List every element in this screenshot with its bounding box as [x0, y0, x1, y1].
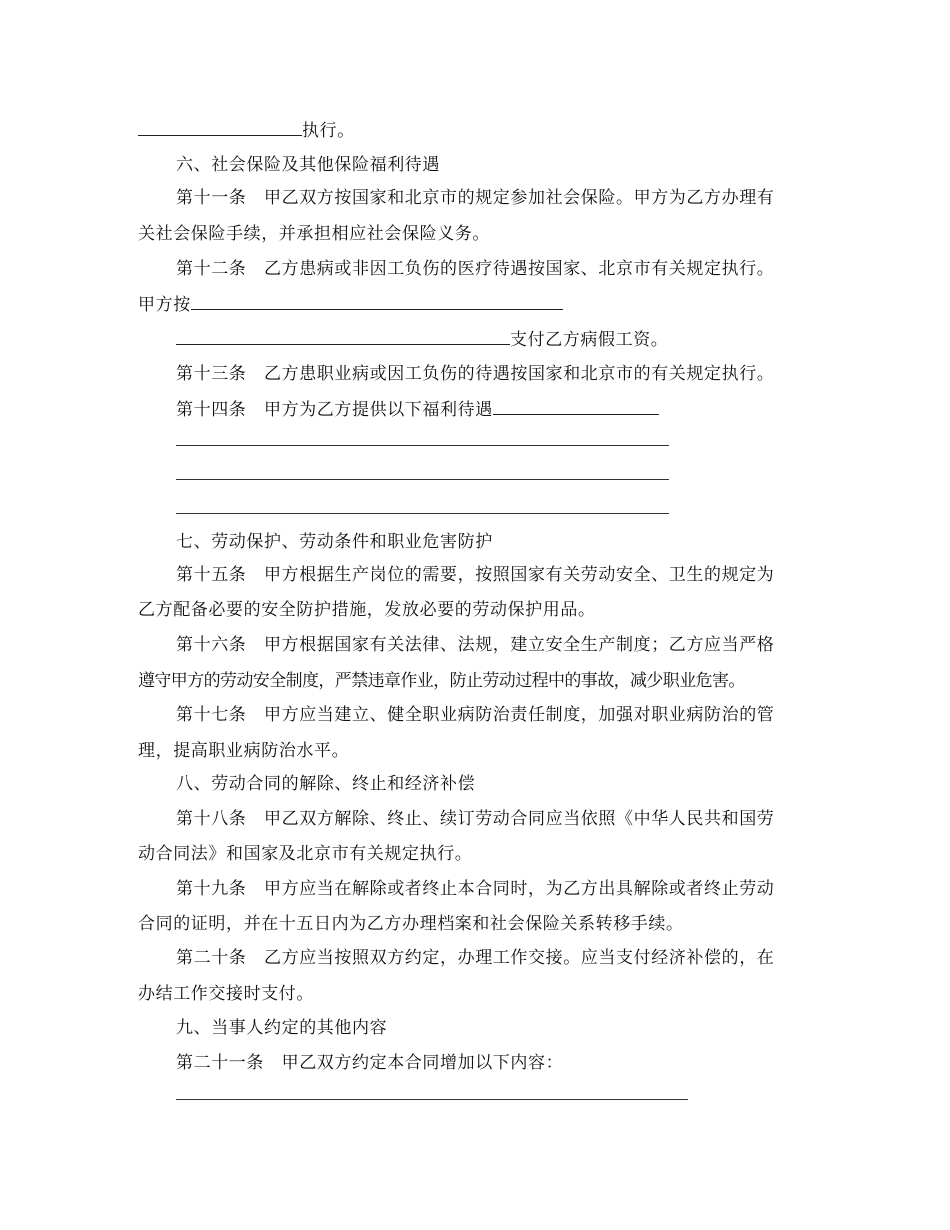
- article-text: 第十五条 甲方根据生产岗位的需要，按照国家有关劳动安全、卫生的规定为: [176, 565, 775, 585]
- article-text: 第十二条 乙方患病或非因工负伤的医疗待遇按国家、北京市有关规定执行。: [176, 259, 775, 279]
- article-16-line-2: [138, 669, 745, 693]
- article-text: 第十九条 甲方应当在解除或者终止本合同时，为乙方出具解除或者终止劳动: [176, 879, 775, 899]
- text-segment: 执行。: [302, 121, 355, 141]
- article-text: 第二十条 乙方应当按照双方约定，办理工作交接。应当支付经济补偿的，在: [176, 948, 775, 968]
- section-heading-six: [176, 153, 440, 177]
- article-text: 遵守甲方的劳动安全制度，严禁违章作业，防止劳动过程中的事故，减少职业危害。: [138, 671, 745, 691]
- article-text: 第十四条 甲方为乙方提供以下福利待遇: [176, 400, 493, 420]
- article-19-line-1: [176, 877, 774, 901]
- section-title: 八、劳动合同的解除、终止和经济补偿: [176, 774, 476, 794]
- article-17-line-1: [176, 703, 774, 727]
- article-16-line-1: [176, 633, 774, 657]
- fill-in-blank: [493, 397, 659, 415]
- article-11-line-1: [176, 186, 774, 210]
- article-text: 合同的证明，并在十五日内为乙方办理档案和社会保险关系转移手续。: [138, 914, 684, 934]
- blank-fill-line: [176, 445, 669, 446]
- article-19-line-2: [138, 912, 684, 936]
- article-text: 第十八条 甲乙双方解除、终止、续订劳动合同应当依照《中华人民共和国劳: [176, 809, 775, 829]
- article-15-line-1: [176, 563, 774, 587]
- article-text: 第十三条 乙方患职业病或因工负伤的待遇按国家和北京市的有关规定执行。: [176, 364, 775, 384]
- section-title: 六、社会保险及其他保险福利待遇: [176, 155, 440, 175]
- article-12-line-2: [138, 292, 563, 317]
- article-20-line-2: [138, 982, 314, 1006]
- article-18-line-1: [176, 807, 774, 831]
- article-12-line-1: [176, 257, 774, 281]
- article-21-line: [176, 1051, 563, 1075]
- section-heading-nine: [176, 1016, 387, 1040]
- article-text: 支付乙方病假工资。: [510, 330, 669, 350]
- article-17-line-2: [138, 739, 349, 763]
- article-text: 办结工作交接时支付。: [138, 984, 314, 1004]
- article-text: 甲方按: [138, 295, 191, 315]
- blank-fill-line: [176, 513, 669, 514]
- article-text: 理，提高职业病防治水平。: [138, 741, 350, 761]
- fill-in-blank: [138, 118, 302, 136]
- article-text: 乙方配备必要的安全防护措施，发放必要的劳动保护用品。: [138, 600, 596, 620]
- article-text: 关社会保险手续，并承担相应社会保险义务。: [138, 224, 490, 244]
- article-20-line-1: [176, 946, 774, 970]
- article-12-line-3: [176, 327, 668, 352]
- blank-fill-line: [176, 1099, 688, 1100]
- article-15-line-2: [138, 598, 596, 622]
- continuation-line: [138, 118, 355, 143]
- article-text: 第二十一条 甲乙双方约定本合同增加以下内容：: [176, 1053, 564, 1073]
- section-heading-seven: [176, 530, 493, 554]
- blank-fill-line: [176, 479, 669, 480]
- section-title: 九、当事人约定的其他内容: [176, 1018, 388, 1038]
- article-14-line: [176, 397, 659, 422]
- article-text: 第十六条 甲方根据国家有关法律、法规，建立安全生产制度；乙方应当严格: [176, 635, 775, 655]
- article-text: 第十一条 甲乙双方按国家和北京市的规定参加社会保险。甲方为乙方办理有: [176, 188, 775, 208]
- article-text: 第十七条 甲方应当建立、健全职业病防治责任制度，加强对职业病防治的管: [176, 705, 775, 725]
- section-title: 七、劳动保护、劳动条件和职业危害防护: [176, 532, 493, 552]
- article-text: 动合同法》和国家及北京市有关规定执行。: [138, 844, 473, 864]
- fill-in-blank: [176, 327, 510, 345]
- article-13-line: [176, 362, 774, 386]
- fill-in-blank: [191, 292, 563, 310]
- article-18-line-2: [138, 842, 472, 866]
- article-11-line-2: [138, 222, 490, 246]
- section-heading-eight: [176, 772, 475, 796]
